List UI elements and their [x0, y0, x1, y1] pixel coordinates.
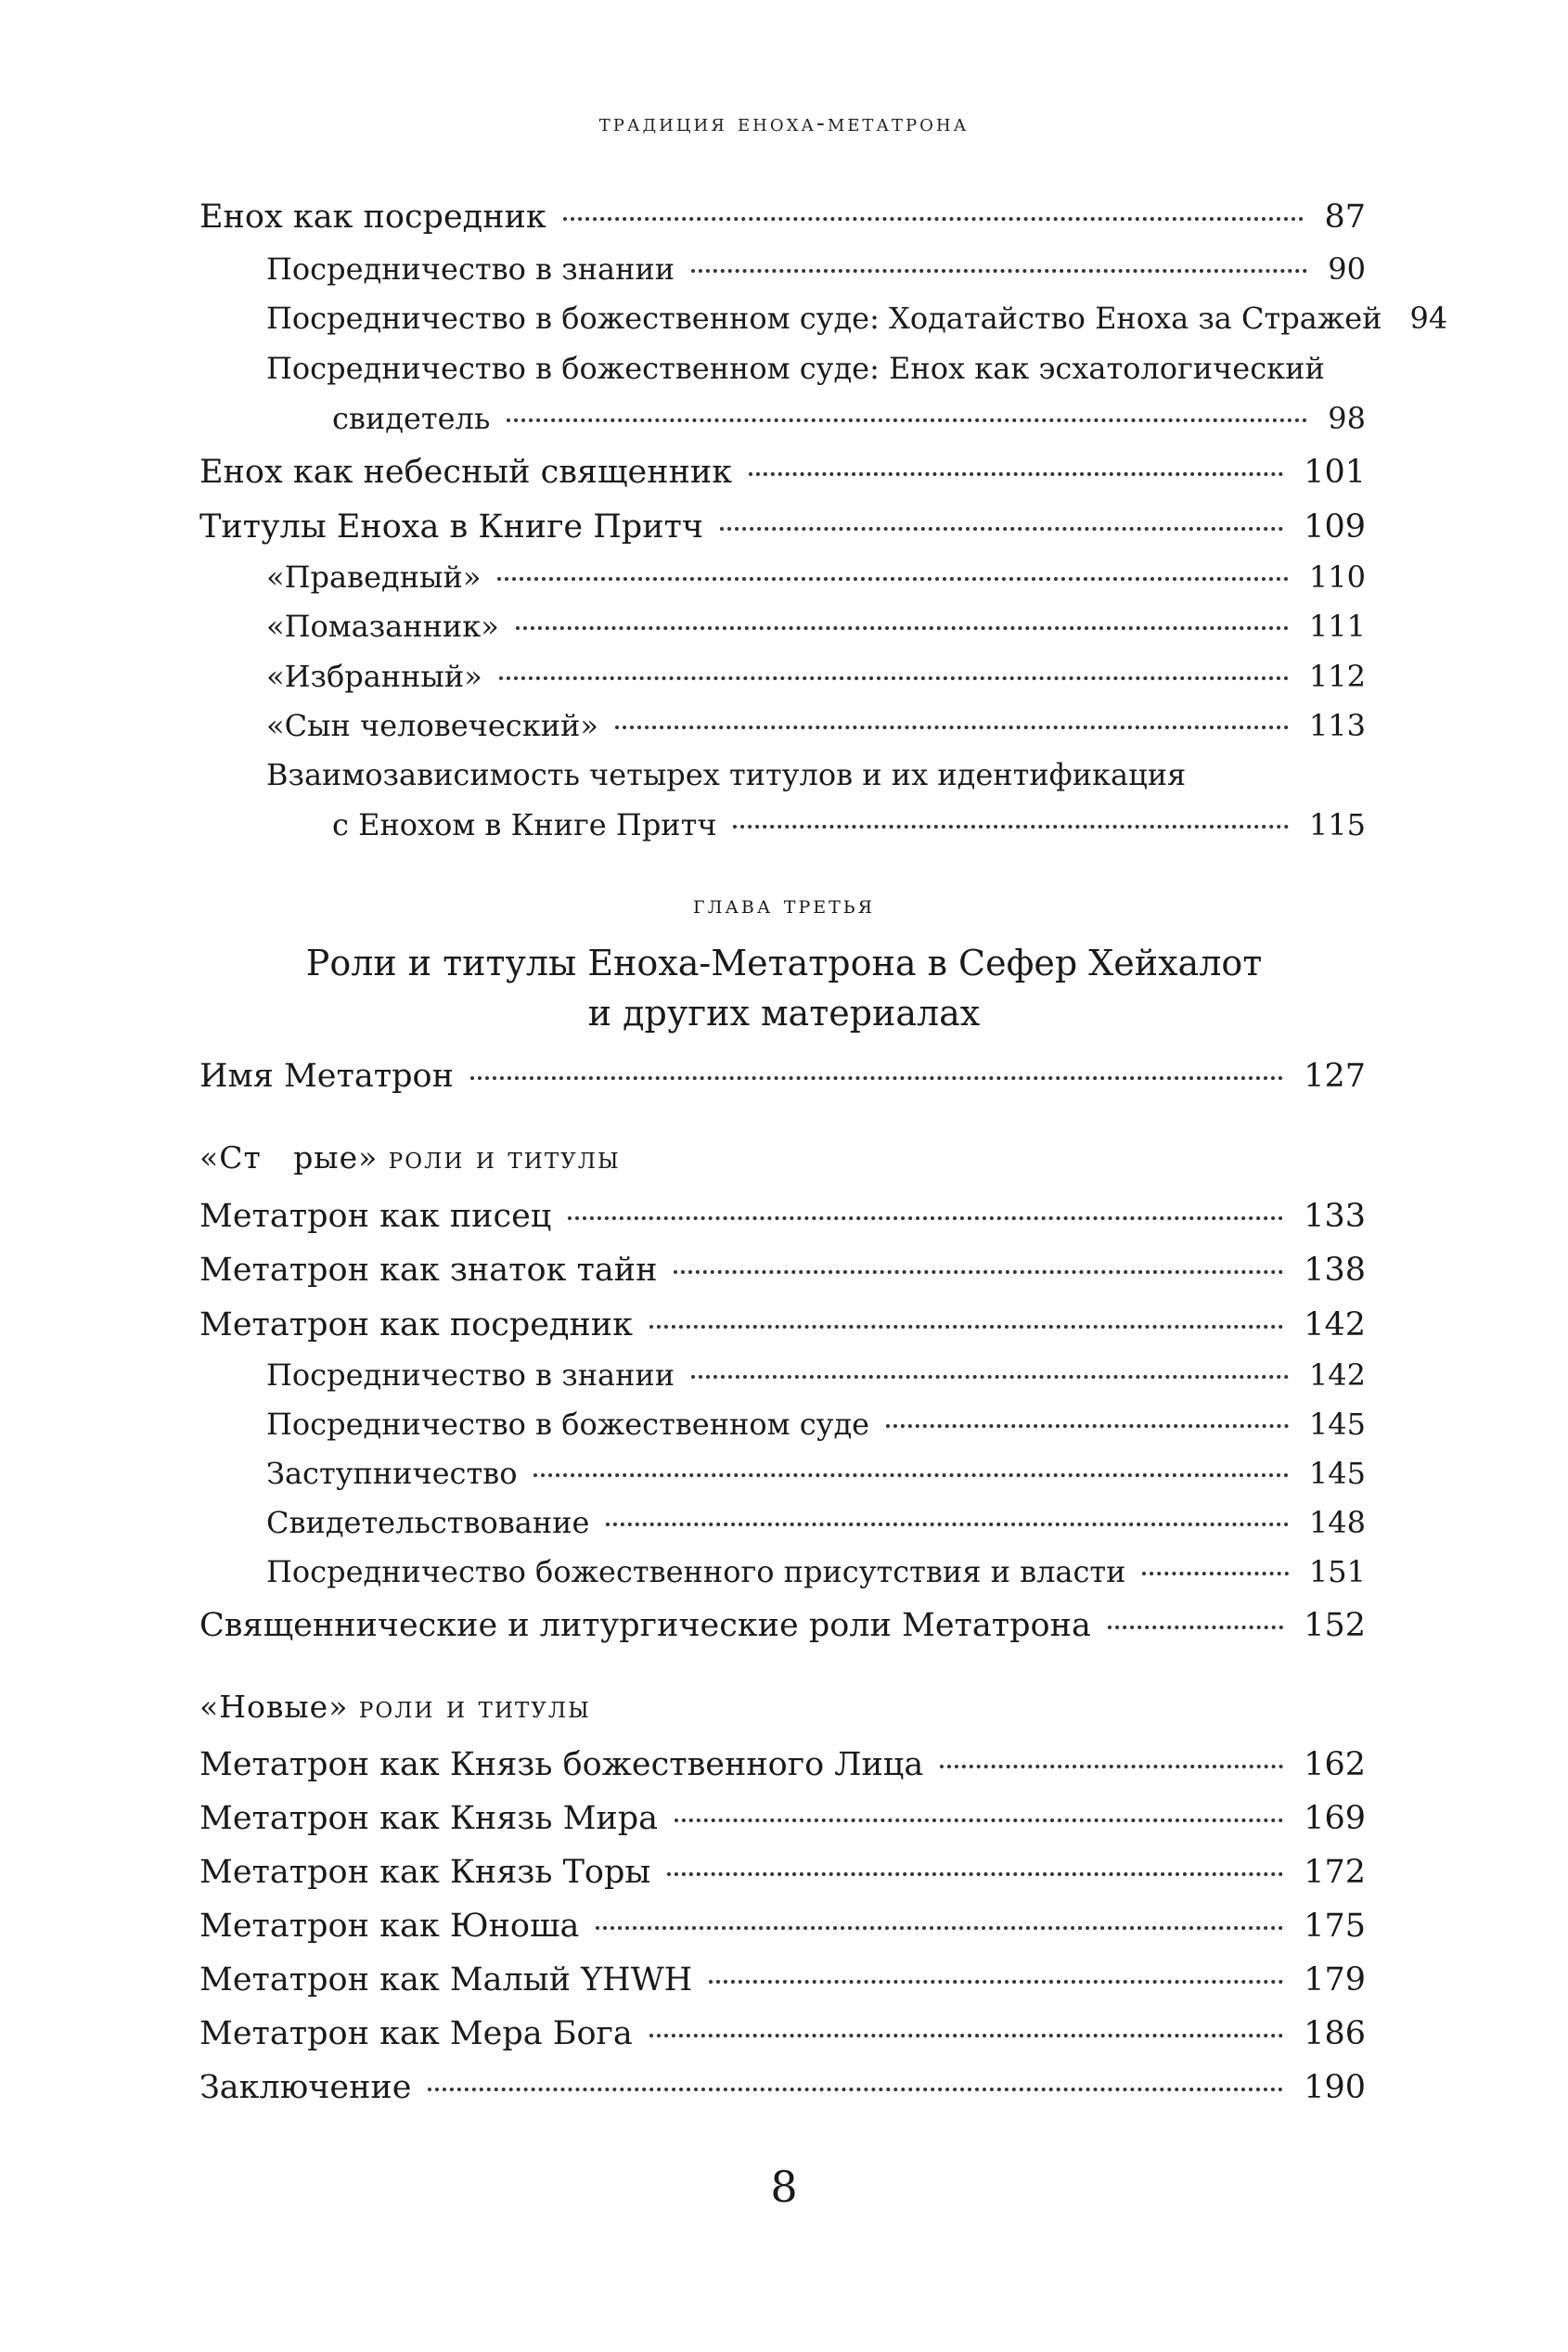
leader-dots [568, 1216, 1283, 1220]
toc-entry-page: 169 [1304, 1800, 1366, 1837]
leader-dots [499, 676, 1289, 680]
section-quote-open: «Ст [199, 1139, 262, 1176]
toc-entry-page: 133 [1304, 1198, 1366, 1235]
toc-entry-page: 162 [1304, 1746, 1366, 1783]
running-head: традиция еноха-метатрона [598, 109, 970, 137]
toc-entry-page: 151 [1308, 1554, 1366, 1589]
toc-entry[interactable] [199, 1196, 1366, 1237]
toc-entry-label: Заключение [199, 2069, 412, 2106]
toc-entry[interactable] [199, 197, 1366, 238]
toc-entry-label: «Помазанник» [266, 609, 499, 644]
leader-dots [691, 1375, 1289, 1379]
toc-entry-label: Метатрон как Мера Бога [199, 2015, 633, 2052]
leader-dots [720, 527, 1283, 531]
toc-entry-label: Метатрон как Малый YHWH [199, 1961, 693, 1999]
toc-entry[interactable] [266, 1453, 1366, 1494]
toc-entry[interactable] [199, 1605, 1366, 1646]
leader-dots [533, 1473, 1288, 1477]
toc-entry[interactable] [199, 2013, 1366, 2054]
leader-dots [516, 626, 1289, 630]
leader-dots [1108, 1626, 1283, 1629]
toc-entry-label: Метатрон как Юноша [199, 1908, 580, 1945]
toc-entry-label: Енох как посредник [199, 199, 546, 236]
leader-dots [886, 1424, 1289, 1428]
leader-dots [733, 825, 1288, 829]
section-rest: роли и титулы [358, 1689, 591, 1725]
leader-dots [615, 726, 1289, 729]
toc-entry[interactable] [199, 2067, 1366, 2108]
toc-entry-page: 115 [1308, 807, 1366, 842]
leader-dots [507, 418, 1307, 422]
toc-entry-page: 112 [1308, 659, 1366, 694]
toc-entry-label-line1: Взаимозависимость четырех титулов и их идентификация [266, 757, 1187, 792]
page-number: 8 [770, 2162, 798, 2212]
toc-entry[interactable] [266, 1502, 1366, 1543]
toc-entry-page: 179 [1304, 1961, 1366, 1999]
toc-entry-page: 127 [1304, 1058, 1366, 1095]
toc-entry-page: 94 [1409, 301, 1448, 336]
toc-entry[interactable] [199, 1305, 1366, 1345]
toc-entry[interactable] [199, 507, 1366, 547]
toc-entry-label: Метатрон как Князь Торы [199, 1854, 651, 1891]
toc-entry-label: Метатрон как писец [199, 1198, 552, 1235]
leader-dots [649, 1325, 1283, 1329]
section-quote-close: рые» [293, 1139, 379, 1176]
toc-entry[interactable] [199, 452, 1366, 493]
toc-entry-label: «Избранный» [266, 659, 482, 694]
toc-entry[interactable] [266, 249, 1366, 289]
toc-entry-label: Заступничество [266, 1456, 518, 1491]
toc-entry[interactable] [266, 656, 1366, 697]
toc-entry-page: 98 [1328, 401, 1366, 436]
toc-entry-label: Священнические и литургические роли Метатрона [199, 1607, 1091, 1644]
toc-entry-label: с Енохом в Книге Притч [332, 807, 717, 842]
leader-dots [428, 2088, 1283, 2091]
chapter-title-line2: и других материалах [587, 993, 981, 1034]
toc-entry[interactable] [266, 705, 1366, 746]
toc-entry-label: Титулы Еноха в Книге Притч [199, 508, 704, 546]
toc-entry[interactable] [266, 1404, 1366, 1445]
toc-entry-page: 148 [1308, 1505, 1366, 1540]
toc-entry-label: Посредничество в знании [266, 251, 675, 287]
toc-entry-label-line1: Посредничество в божественном суде: Енох как эсхатологический [266, 351, 1325, 386]
toc-entry-page: 111 [1308, 609, 1366, 644]
leader-dots [606, 1523, 1288, 1526]
leader-dots [667, 1872, 1283, 1876]
leader-dots [596, 1926, 1283, 1930]
toc-entry-page: 138 [1304, 1252, 1366, 1289]
toc-entry[interactable] [266, 1355, 1366, 1395]
leader-dots [1391, 318, 1400, 322]
toc-entry-label: Посредничество в знании [266, 1357, 675, 1393]
toc-entry-page: 87 [1324, 199, 1366, 236]
chapter-label: глава третья [693, 891, 875, 919]
toc-entry-page: 145 [1308, 1407, 1366, 1442]
toc-entry-page: 101 [1304, 454, 1366, 491]
toc-entry-label: «Праведный» [266, 559, 482, 595]
toc-entry[interactable] [199, 1744, 1366, 1785]
toc-entry-label: Посредничество в божественном суде [266, 1407, 870, 1442]
toc-entry[interactable] [199, 1798, 1366, 1839]
leader-dots [691, 269, 1307, 273]
toc-entry[interactable] [199, 1056, 1366, 1097]
section-heading-old [199, 1137, 621, 1178]
toc-entry-page: 110 [1308, 559, 1366, 595]
toc-entry-label: Метатрон как Князь Мира [199, 1800, 659, 1837]
toc-entry-page: 172 [1304, 1854, 1366, 1891]
toc-entry[interactable] [266, 557, 1366, 598]
leader-dots [1142, 1572, 1288, 1575]
toc-entry[interactable] [199, 1906, 1366, 1947]
leader-dots [470, 1076, 1283, 1080]
toc-entry[interactable] [199, 1852, 1366, 1893]
leader-dots [674, 1270, 1283, 1274]
toc-entry-label: Метатрон как посредник [199, 1306, 634, 1343]
toc-entry-label: «Сын человеческий» [266, 708, 598, 743]
section-heading-new [199, 1687, 591, 1728]
leader-dots [675, 1819, 1283, 1822]
toc-entry-page: 175 [1304, 1908, 1366, 1945]
toc-entry-label: Енох как небесный священник [199, 454, 733, 491]
toc-entry-page: 113 [1308, 708, 1366, 743]
toc-entry-label: Посредничество в божественном суде: Ходатайство Еноха за Стражей [266, 301, 1382, 336]
toc-entry-label: Метатрон как знаток тайн [199, 1252, 658, 1289]
section-rest: роли и титулы [388, 1139, 621, 1176]
toc-entry[interactable] [199, 1960, 1366, 2000]
toc-entry-label: Имя Метатрон [199, 1058, 454, 1095]
toc-entry-page: 142 [1308, 1357, 1366, 1393]
toc-entry-page: 190 [1304, 2069, 1366, 2106]
chapter-title-line1: Роли и титулы Еноха-Метатрона в Сефер Хейхалот [305, 943, 1263, 983]
leader-dots [497, 577, 1289, 581]
toc-entry-label: Метатрон как Князь божественного Лица [199, 1746, 924, 1783]
toc-entry-page: 186 [1304, 2015, 1366, 2052]
toc-entry[interactable] [266, 606, 1366, 647]
toc-entry-label: Посредничество божественного присутствия и власти [266, 1554, 1126, 1589]
toc-entry[interactable] [332, 398, 1366, 439]
toc-entry[interactable] [266, 1551, 1366, 1592]
toc-entry[interactable] [332, 804, 1366, 845]
leader-dots [749, 472, 1283, 476]
toc-entry-page: 142 [1304, 1306, 1366, 1343]
toc-entry-page: 152 [1304, 1607, 1366, 1644]
toc-entry-page: 109 [1304, 508, 1366, 546]
leader-dots [940, 1765, 1283, 1768]
leader-dots [563, 217, 1305, 221]
leader-dots [649, 2034, 1283, 2037]
toc-entry[interactable] [199, 1250, 1366, 1291]
leader-dots [709, 1980, 1283, 1984]
toc-entry-page: 145 [1308, 1456, 1366, 1491]
toc-entry-label: Свидетельствование [266, 1505, 590, 1540]
section-quote: «Новые» [199, 1689, 349, 1725]
toc-entry[interactable] [266, 298, 1448, 339]
toc-entry-label: свидетель [332, 401, 491, 436]
toc-entry-page: 90 [1328, 251, 1366, 287]
